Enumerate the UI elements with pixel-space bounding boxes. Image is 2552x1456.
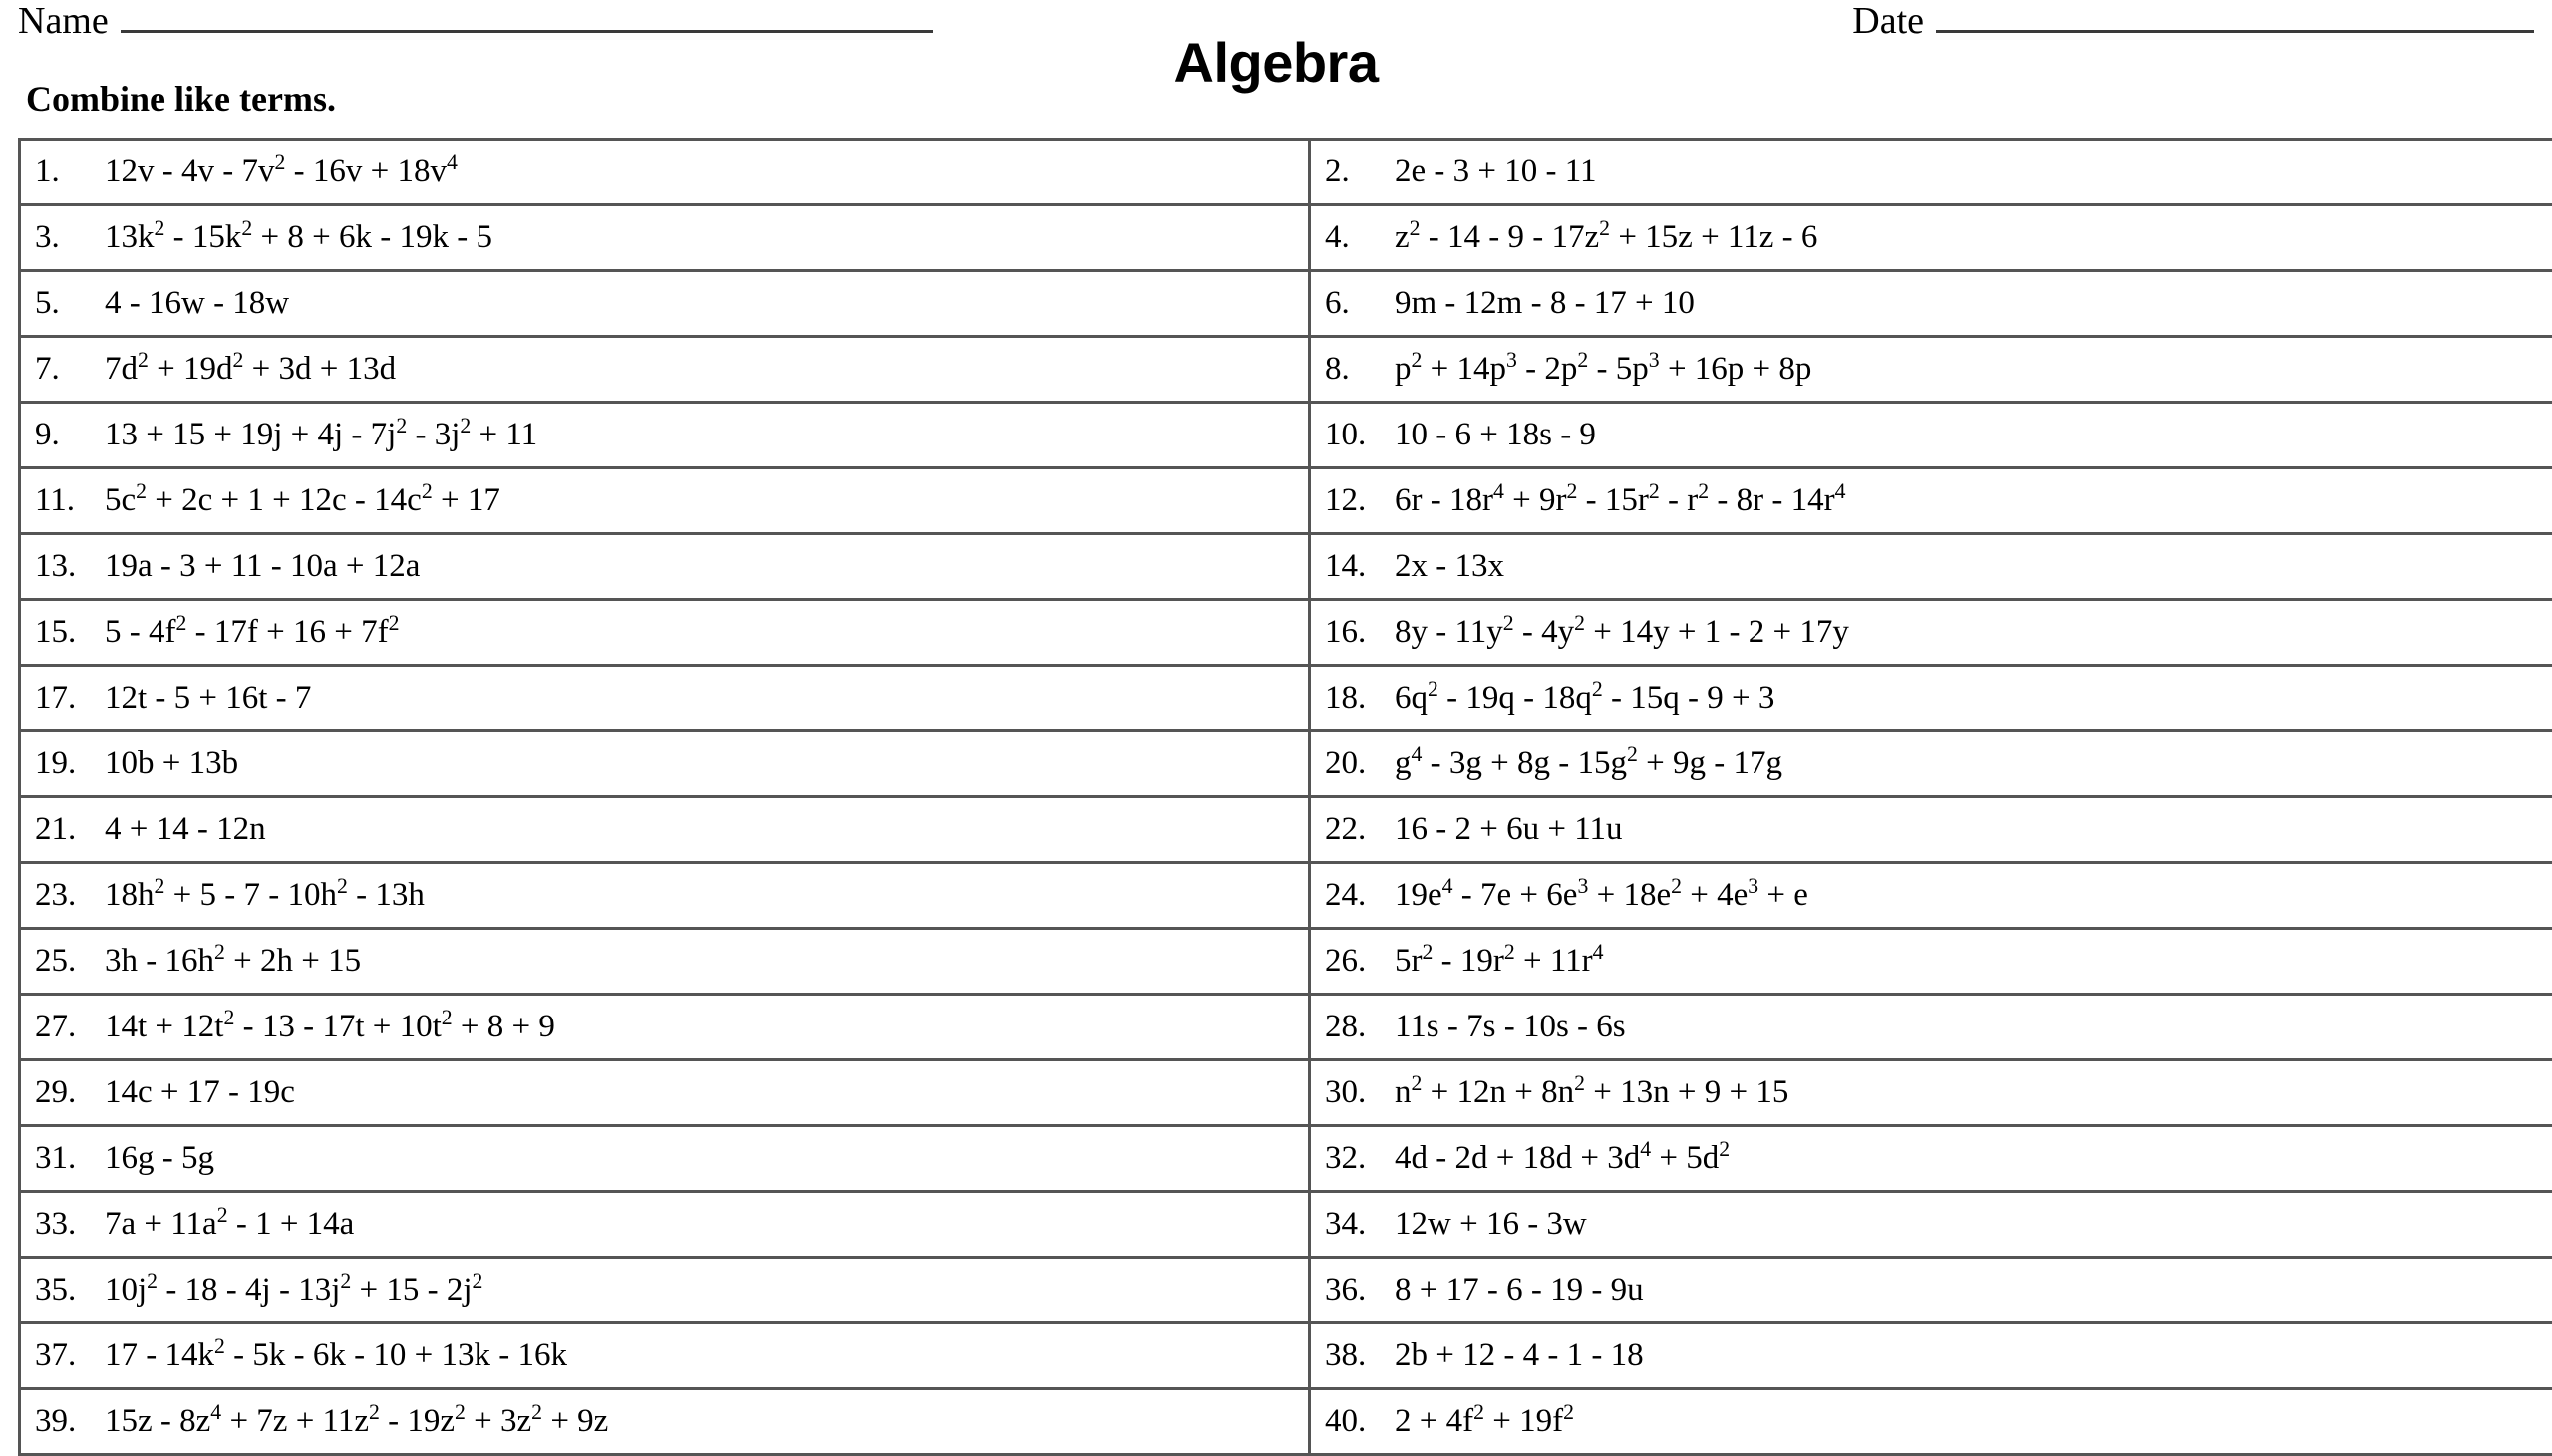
problem-number: 8. bbox=[1325, 351, 1381, 388]
problem-cell[interactable] bbox=[20, 1060, 1310, 1126]
problem-number: 21. bbox=[35, 811, 91, 848]
date-input-line[interactable] bbox=[1936, 0, 2534, 33]
problem-expression: $15z - 8z^4 + 7z + 11z^2 - 19z^2 + 3z^2 + 9z$ bbox=[105, 1403, 608, 1439]
worksheet-header bbox=[18, 0, 2534, 56]
problem-cell[interactable] bbox=[20, 600, 1310, 666]
instructions-text: Combine like terms. bbox=[26, 78, 2534, 120]
problem-cell[interactable] bbox=[1310, 271, 2552, 337]
problem-cell[interactable] bbox=[1310, 1192, 2552, 1258]
problem-cell[interactable] bbox=[20, 1126, 1310, 1192]
problem-expression: $3h - 16h^2 + 2h + 15$ bbox=[105, 943, 361, 979]
problem-expression: $6r - 18r^4 + 9r^2 - 15r^2 - r^2 - 8r - 14r^4$ bbox=[1395, 482, 1845, 518]
problem-expression: 8 + 17 - 6 - 19 - 9u bbox=[1395, 1272, 1644, 1308]
problem-cell[interactable] bbox=[1310, 337, 2552, 403]
problem-cell[interactable] bbox=[20, 468, 1310, 534]
problem-cell[interactable] bbox=[1310, 1126, 2552, 1192]
table-row bbox=[20, 1060, 2552, 1126]
problem-number: 1. bbox=[35, 153, 91, 190]
table-row bbox=[20, 271, 2552, 337]
problem-expression: $p^2 + 14p^3 - 2p^2 - 5p^3 + 16p + 8p$ bbox=[1395, 351, 1811, 387]
table-row bbox=[20, 1258, 2552, 1323]
problems-table-body bbox=[20, 140, 2552, 1455]
problem-expression: $2 + 4f^2 + 19f^2$ bbox=[1395, 1403, 1574, 1439]
problem-expression: $10j^2 - 18 - 4j - 13j^2 + 15 - 2j^2$ bbox=[105, 1272, 482, 1308]
problem-cell[interactable] bbox=[1310, 403, 2552, 468]
problem-number: 3. bbox=[35, 219, 91, 256]
problem-cell[interactable] bbox=[1310, 797, 2552, 863]
problem-cell[interactable] bbox=[1310, 1323, 2552, 1389]
problem-cell[interactable] bbox=[1310, 1389, 2552, 1455]
problem-cell[interactable] bbox=[20, 1258, 1310, 1323]
problem-expression: $17 - 14k^2 - 5k - 6k - 10 + 13k - 16k$ bbox=[105, 1337, 567, 1373]
problem-expression: $13k^2 - 15k^2 + 8 + 6k - 19k - 5$ bbox=[105, 219, 492, 255]
problem-cell[interactable] bbox=[20, 271, 1310, 337]
problem-expression: 2b + 12 - 4 - 1 - 18 bbox=[1395, 1337, 1644, 1373]
name-label: Name bbox=[18, 2, 109, 40]
date-label: Date bbox=[1852, 2, 1924, 40]
table-row bbox=[20, 140, 2552, 205]
problem-number: 7. bbox=[35, 351, 91, 388]
table-row bbox=[20, 337, 2552, 403]
problem-cell[interactable] bbox=[20, 403, 1310, 468]
problem-expression: $5r^2 - 19r^2 + 11r^4$ bbox=[1395, 943, 1604, 979]
problem-cell[interactable] bbox=[20, 731, 1310, 797]
problem-cell[interactable] bbox=[1310, 205, 2552, 271]
problem-expression: 16g - 5g bbox=[105, 1140, 214, 1176]
problem-expression: $6q^2 - 19q - 18q^2 - 15q - 9 + 3$ bbox=[1395, 680, 1774, 716]
problem-number: 25. bbox=[35, 943, 91, 980]
problem-expression: $8y - 11y^2 - 4y^2 + 14y + 1 - 2 + 17y$ bbox=[1395, 614, 1849, 650]
table-row bbox=[20, 1126, 2552, 1192]
problem-number: 35. bbox=[35, 1272, 91, 1309]
table-row bbox=[20, 995, 2552, 1060]
table-row bbox=[20, 731, 2552, 797]
problem-expression: $g^4 - 3g + 8g - 15g^2 + 9g - 17g$ bbox=[1395, 745, 1782, 781]
problem-number: 15. bbox=[35, 614, 91, 651]
problem-number: 26. bbox=[1325, 943, 1381, 980]
problem-number: 10. bbox=[1325, 417, 1381, 453]
problem-number: 23. bbox=[35, 877, 91, 914]
problem-cell[interactable] bbox=[20, 205, 1310, 271]
table-row bbox=[20, 600, 2552, 666]
problem-expression: 4 + 14 - 12n bbox=[105, 811, 266, 847]
problem-expression: 4 - 16w - 18w bbox=[105, 285, 289, 321]
problem-cell[interactable] bbox=[20, 534, 1310, 600]
problem-cell[interactable] bbox=[20, 1389, 1310, 1455]
problem-cell[interactable] bbox=[20, 797, 1310, 863]
problem-number: 27. bbox=[35, 1009, 91, 1045]
table-row bbox=[20, 205, 2552, 271]
table-row bbox=[20, 1192, 2552, 1258]
problem-number: 22. bbox=[1325, 811, 1381, 848]
problem-number: 6. bbox=[1325, 285, 1381, 322]
page-title: Algebra bbox=[18, 30, 2534, 95]
table-row bbox=[20, 666, 2552, 731]
problem-cell[interactable] bbox=[1310, 600, 2552, 666]
problem-number: 32. bbox=[1325, 1140, 1381, 1177]
problem-number: 30. bbox=[1325, 1074, 1381, 1111]
problem-cell[interactable] bbox=[20, 1323, 1310, 1389]
problem-expression: 19a - 3 + 11 - 10a + 12a bbox=[105, 548, 420, 584]
problem-number: 37. bbox=[35, 1337, 91, 1374]
problem-number: 12. bbox=[1325, 482, 1381, 519]
problem-cell[interactable] bbox=[1310, 995, 2552, 1060]
problem-number: 19. bbox=[35, 745, 91, 782]
problem-cell[interactable] bbox=[1310, 666, 2552, 731]
table-row bbox=[20, 468, 2552, 534]
problem-number: 34. bbox=[1325, 1206, 1381, 1243]
problem-cell[interactable] bbox=[20, 863, 1310, 929]
problem-number: 33. bbox=[35, 1206, 91, 1243]
problem-number: 28. bbox=[1325, 1009, 1381, 1045]
problem-expression: $5c^2 + 2c + 1 + 12c - 14c^2 + 17$ bbox=[105, 482, 500, 518]
problem-expression: 2e - 3 + 10 - 11 bbox=[1395, 153, 1597, 189]
problem-cell[interactable] bbox=[1310, 731, 2552, 797]
problem-expression: 10 - 6 + 18s - 9 bbox=[1395, 417, 1596, 452]
problem-cell[interactable] bbox=[20, 666, 1310, 731]
problem-cell[interactable] bbox=[1310, 468, 2552, 534]
problem-expression: $13 + 15 + 19j + 4j - 7j^2 - 3j^2 + 11$ bbox=[105, 417, 537, 452]
problem-expression: $12v - 4v - 7v^2 - 16v + 18v^4$ bbox=[105, 153, 458, 189]
problem-cell[interactable] bbox=[1310, 534, 2552, 600]
problem-cell[interactable] bbox=[20, 1192, 1310, 1258]
table-row bbox=[20, 929, 2552, 995]
problem-expression: $n^2 + 12n + 8n^2 + 13n + 9 + 15$ bbox=[1395, 1074, 1788, 1110]
problem-expression: $14t + 12t^2 - 13 - 17t + 10t^2 + 8 + 9$ bbox=[105, 1009, 555, 1044]
problem-cell[interactable] bbox=[20, 929, 1310, 995]
table-row bbox=[20, 534, 2552, 600]
problem-cell[interactable] bbox=[1310, 140, 2552, 205]
table-row bbox=[20, 863, 2552, 929]
problem-number: 40. bbox=[1325, 1403, 1381, 1440]
problem-expression: $18h^2 + 5 - 7 - 10h^2 - 13h$ bbox=[105, 877, 425, 913]
problem-number: 29. bbox=[35, 1074, 91, 1111]
problem-cell[interactable] bbox=[20, 140, 1310, 205]
problem-expression: $7a + 11a^2 - 1 + 14a$ bbox=[105, 1206, 354, 1242]
problem-number: 18. bbox=[1325, 680, 1381, 717]
problem-cell[interactable] bbox=[20, 337, 1310, 403]
problem-cell[interactable] bbox=[1310, 1060, 2552, 1126]
table-row bbox=[20, 1389, 2552, 1455]
table-row bbox=[20, 403, 2552, 468]
problem-expression: 14c + 17 - 19c bbox=[105, 1074, 295, 1110]
problem-cell[interactable] bbox=[1310, 863, 2552, 929]
problem-expression: $7d^2 + 19d^2 + 3d + 13d$ bbox=[105, 351, 396, 387]
problem-cell[interactable] bbox=[1310, 1258, 2552, 1323]
problem-number: 39. bbox=[35, 1403, 91, 1440]
problem-expression: $19e^4 - 7e + 6e^3 + 18e^2 + 4e^3 + e$ bbox=[1395, 877, 1808, 913]
table-row bbox=[20, 797, 2552, 863]
problem-expression: 11s - 7s - 10s - 6s bbox=[1395, 1009, 1626, 1044]
problem-expression: 16 - 2 + 6u + 11u bbox=[1395, 811, 1623, 847]
problem-number: 11. bbox=[35, 482, 91, 519]
problem-number: 31. bbox=[35, 1140, 91, 1177]
problem-expression: 10b + 13b bbox=[105, 745, 238, 781]
problem-expression: $5 - 4f^2 - 17f + 16 + 7f^2$ bbox=[105, 614, 399, 650]
name-input-line[interactable] bbox=[121, 0, 933, 33]
problem-expression: $4d - 2d + 18d + 3d^4 + 5d^2$ bbox=[1395, 1140, 1730, 1176]
problem-number: 24. bbox=[1325, 877, 1381, 914]
problem-number: 4. bbox=[1325, 219, 1381, 256]
problem-number: 17. bbox=[35, 680, 91, 717]
table-row bbox=[20, 1323, 2552, 1389]
problem-expression: 2x - 13x bbox=[1395, 548, 1504, 584]
problem-number: 2. bbox=[1325, 153, 1381, 190]
problem-expression: 9m - 12m - 8 - 17 + 10 bbox=[1395, 285, 1695, 321]
problem-number: 13. bbox=[35, 548, 91, 585]
problem-number: 14. bbox=[1325, 548, 1381, 585]
problem-expression: 12t - 5 + 16t - 7 bbox=[105, 680, 311, 716]
problem-number: 20. bbox=[1325, 745, 1381, 782]
problem-number: 36. bbox=[1325, 1272, 1381, 1309]
problem-cell[interactable] bbox=[20, 995, 1310, 1060]
problem-cell[interactable] bbox=[1310, 929, 2552, 995]
problem-expression: $z^2 - 14 - 9 - 17z^2 + 15z + 11z - 6$ bbox=[1395, 219, 1817, 255]
problem-number: 16. bbox=[1325, 614, 1381, 651]
problem-number: 38. bbox=[1325, 1337, 1381, 1374]
problem-number: 9. bbox=[35, 417, 91, 453]
problem-number: 5. bbox=[35, 285, 91, 322]
problem-expression: 12w + 16 - 3w bbox=[1395, 1206, 1587, 1242]
problems-table bbox=[18, 138, 2552, 1456]
